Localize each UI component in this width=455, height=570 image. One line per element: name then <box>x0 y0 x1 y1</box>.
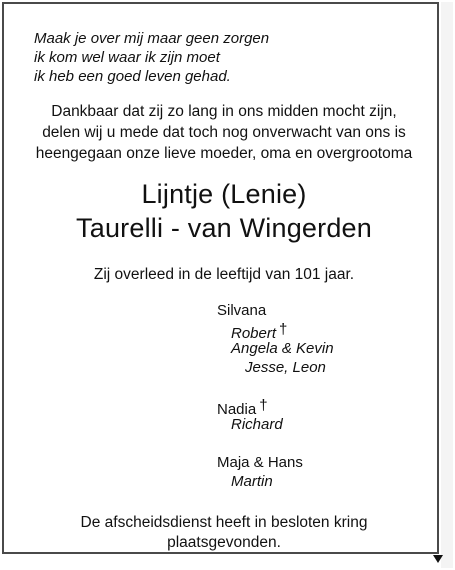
scrollbar-track[interactable] <box>441 2 453 568</box>
announcement-card <box>2 2 439 554</box>
family-child: Martin <box>231 473 273 490</box>
family-parent <box>217 396 334 418</box>
cross-icon: † <box>259 397 268 414</box>
family-parent: Maja & Hans <box>217 454 303 471</box>
intro-line: Dankbaar dat zij zo lang in ons midden mocht zijn, <box>51 103 397 120</box>
family-grandchildren: Jesse, Leon <box>245 359 326 376</box>
poem-line: ik heb een goed leven gehad. <box>34 68 231 85</box>
family-child: Angela & Kevin <box>231 340 334 357</box>
scroll-down-arrow-icon[interactable] <box>433 555 443 563</box>
family-parent-name: Nadia <box>217 401 257 418</box>
family-spacer <box>217 434 334 453</box>
closing-line: plaatsgevonden. <box>167 534 281 551</box>
family-list <box>217 301 334 491</box>
intro-line: delen wij u mede dat toch nog onverwacht van ons is <box>42 124 406 141</box>
family-child <box>217 320 334 342</box>
family-child: Richard <box>231 416 283 433</box>
intro-text <box>24 101 424 164</box>
deceased-name-line1: Lijntje (Lenie) <box>141 179 307 209</box>
poem-line: Maak je over mij maar geen zorgen <box>34 30 270 47</box>
cross-icon: † <box>279 321 288 338</box>
age-text: Zij overleed in de leeftijd van 101 jaar. <box>93 266 355 283</box>
closing-text <box>24 513 424 553</box>
poem <box>34 29 269 86</box>
closing-line: De afscheidsdienst heeft in besloten kring <box>80 514 368 531</box>
family-child-name: Robert <box>231 325 277 342</box>
family-spacer <box>217 377 334 396</box>
deceased-name-line2: Taurelli - van Wingerden <box>76 213 372 243</box>
intro-line: heengegaan onze lieve moeder, oma en overgrootoma <box>35 145 413 162</box>
deceased-name <box>24 177 424 245</box>
family-parent: Silvana <box>217 302 267 319</box>
poem-line: ik kom wel waar ik zijn moet <box>34 49 220 66</box>
